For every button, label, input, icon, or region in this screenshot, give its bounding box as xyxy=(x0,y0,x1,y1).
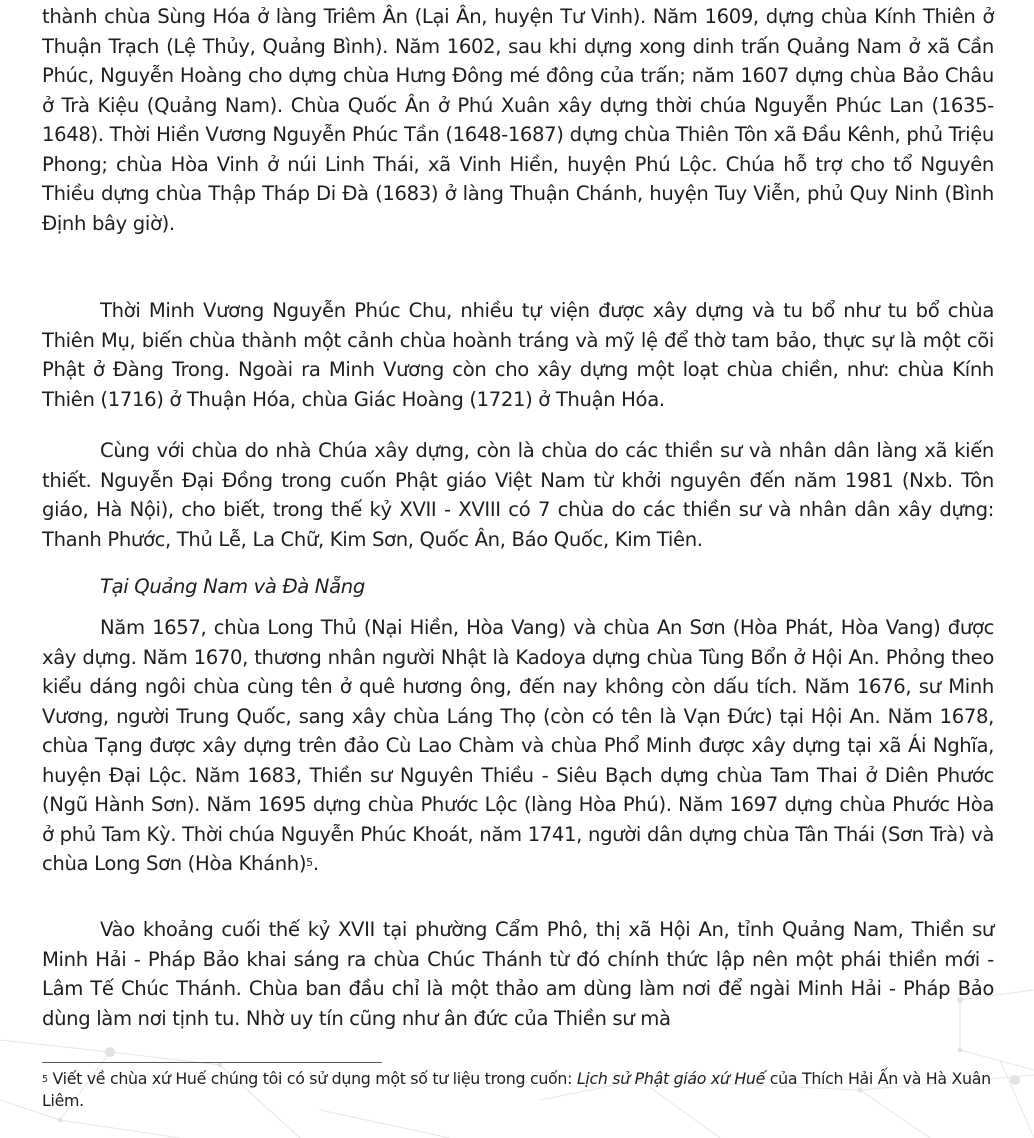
paragraph-4-text: Năm 1657, chùa Long Thủ (Nại Hiền, Hòa Vang) và chùa An Sơn (Hòa Phát, Hòa Vang) được xây dựng. Năm 1670, thương nhân người Nhật là Kadoya dựng chùa Tùng Bổn ở Hội An. Phỏng theo kiểu dáng ngôi chùa cùng tên ở quê hương ông, đến nay không còn dấu tích. Năm 1676, sư Minh Vương, người Trung Quốc, sang xây chùa Láng Thọ (còn có tên là Vạn Đức) tại Hội An. Năm 1678, chùa Tạng được xây dựng trên đảo Cù Lao Chàm và chùa Phổ Minh được xây dựng tại xã Ái Nghĩa, huyện Đại Lộc. Năm 1683, Thiền sư Nguyên Thiều - Siêu Bạch dựng chùa Tam Thai ở Diên Phước (Ngũ Hành Sơn). Năm 1695 dựng chùa Phước Lộc (làng Hòa Phú). Năm 1697 dựng chùa Phước Hòa ở phủ Tam Kỳ. Thời chúa Nguyễn Phúc Khoát, năm 1741, người dân dựng chùa Tân Thái (Sơn Trà) và chùa Long Sơn (Hòa Khánh) xyxy=(42,616,994,876)
paragraph-1: thành chùa Sùng Hóa ở làng Triêm Ân (Lại Ân, huyện Tư Vinh). Năm 1609, dựng chùa Kính Thiên ở Thuận Trạch (Lệ Thủy, Quảng Bình). Năm 1602, sau khi dựng xong dinh trấn Quảng Nam ở xã Cần Phúc, Nguyễn Hoàng cho dựng chùa Hưng Đông mé đông của trấn; năm 1607 dựng chùa Bảo Châu ở Trà Kiệu (Quảng Nam). Chùa Quốc Ân ở Phú Xuân xây dựng thời chúa Nguyễn Phúc Lan (1635-1648). Thời Hiền Vương Nguyễn Phúc Tần (1648-1687) dựng chùa Thiên Tôn xã Đầu Kênh, phủ Triệu Phong; chùa Hòa Vinh ở núi Linh Thái, xã Vinh Hiền, huyện Phú Lộc. Chúa hỗ trợ cho tổ Nguyên Thiều dựng chùa Thập Tháp Di Đà (1683) ở làng Thuận Chánh, huyện Tuy Viễn, phủ Quy Ninh (Bình Định bây giờ). xyxy=(42,5,994,235)
footnote-book-title: Lịch sử Phật giáo xứ Huế xyxy=(576,1069,766,1088)
footnote-text-after: của Thích Hải Ấn và Hà Xuân Liêm. xyxy=(42,1069,991,1110)
footnote-reference[interactable]: 5 xyxy=(306,856,313,870)
section-heading: Tại Quảng Nam và Đà Nẵng xyxy=(100,575,365,598)
paragraph-4-trailing: . xyxy=(312,852,319,876)
footnote xyxy=(42,1068,994,1112)
footnote-divider xyxy=(42,1062,382,1063)
paragraph-4 xyxy=(42,613,994,879)
paragraph-3: Cùng với chùa do nhà Chúa xây dựng, còn là chùa do các thiền sư và nhân dân làng xã kiến thiết. Nguyễn Đại Đồng trong cuốn Phật giáo Việt Nam từ khởi nguyên đến năm 1981 (Nxb. Tôn giáo, Hà Nội), cho biết, trong thế kỷ XVII - XVIII có 7 chùa do các thiền sư và nhân dân xây dựng: Thanh Phước, Thủ Lễ, La Chữ, Kim Sơn, Quốc Ân, Báo Quốc, Kim Tiên. xyxy=(42,439,994,551)
footnote-number: 5 xyxy=(42,1074,48,1085)
paragraph-5: Vào khoảng cuối thế kỷ XVII tại phường Cẩm Phô, thị xã Hội An, tỉnh Quảng Nam, Thiền sư Minh Hải - Pháp Bảo khai sáng ra chùa Chúc Thánh từ đó chính thức lập nên một phái thiền mới - Lâm Tế Chúc Thánh. Chùa ban đầu chỉ là một thảo am dùng làm nơi để ngài Minh Hải - Pháp Bảo dùng làm nơi tịnh tu. Nhờ uy tín cũng như ân đức của Thiền sư mà xyxy=(42,918,994,1030)
paragraph-2: Thời Minh Vương Nguyễn Phúc Chu, nhiều tự viện được xây dựng và tu bổ như tu bổ chùa Thiên Mụ, biến chùa thành một cảnh chùa hoành tráng và mỹ lệ để thờ tam bảo, thực sự là một cõi Phật ở Đàng Trong. Ngoài ra Minh Vương còn cho xây dựng một loạt chùa chiền, như: chùa Kính Thiên (1716) ở Thuận Hóa, chùa Giác Hoàng (1721) ở Thuận Hóa. xyxy=(42,299,994,411)
footnote-text-before: Viết về chùa xứ Huế chúng tôi có sử dụng một số tư liệu trong cuốn: xyxy=(47,1069,577,1088)
